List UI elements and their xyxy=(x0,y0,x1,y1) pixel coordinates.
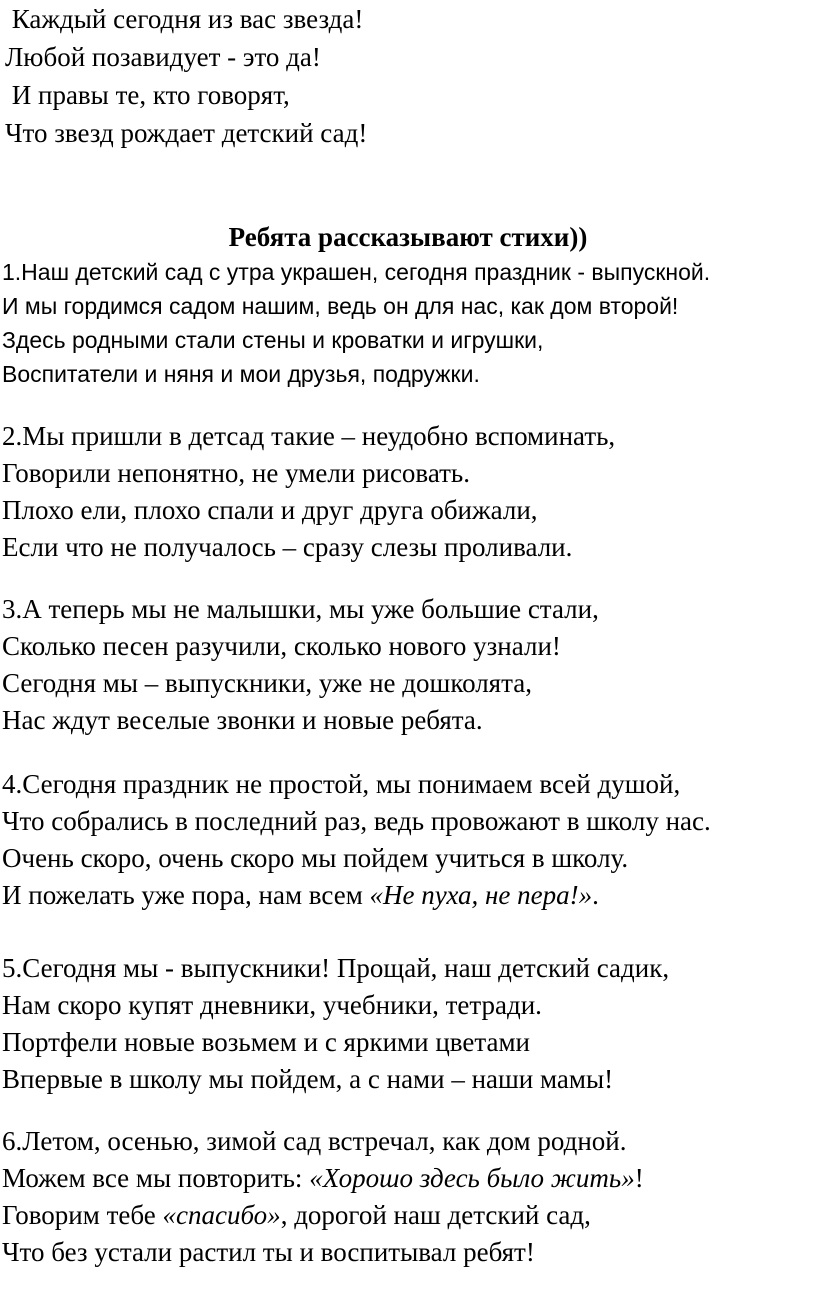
verse-line xyxy=(2,877,812,914)
verse-line-start: И пожелать уже пора, нам всем xyxy=(2,880,370,910)
verse-line: Нас ждут веселые звонки и новые ребята. xyxy=(2,705,483,735)
verse-line: 5.Сегодня мы - выпускники! Прощай, наш детский садик, xyxy=(2,953,670,983)
verse-line: Что без устали растил ты и воспитывал ребят! xyxy=(2,1237,535,1267)
section-title: Ребята рассказывают стихи)) xyxy=(228,222,588,252)
intro-line: Любой позавидует - это да! xyxy=(5,42,321,72)
verse-line: Что собрались в последний раз, ведь провожают в школу нас. xyxy=(2,806,711,836)
intro-line: И правы те, кто говорят, xyxy=(5,80,290,110)
verse-line-start: Говорим тебе xyxy=(2,1200,163,1230)
verse-line xyxy=(2,1197,812,1234)
verse-line: 3.А теперь мы не малышки, мы уже большие стали, xyxy=(2,594,599,624)
verse-line-end: . xyxy=(592,880,599,910)
verse-line: Здесь родными стали стены и кроватки и игрушки, xyxy=(2,327,544,353)
verse-line: Нам скоро купят дневники, учебники, тетради. xyxy=(2,990,542,1020)
verse-line-end: ! xyxy=(634,1163,644,1193)
verse-line: И мы гордимся садом нашим, ведь он для нас, как дом второй! xyxy=(2,293,679,319)
intro-line: Что звезд рождает детский сад! xyxy=(5,118,368,148)
quoted-phrase: «Хорошо здесь было жить» xyxy=(309,1163,635,1193)
quoted-phrase: «Не пуха, не пера!» xyxy=(369,880,593,910)
verse-line: Сегодня мы – выпускники, уже не дошколята, xyxy=(2,668,532,698)
verse-line: Если что не получалось – сразу слезы проливали. xyxy=(2,532,573,562)
stanza-2 xyxy=(2,418,812,566)
intro-line: Каждый сегодня из вас звезда! xyxy=(5,4,364,34)
stanza-4 xyxy=(2,766,812,914)
stanza-3 xyxy=(2,591,812,739)
stanza-5 xyxy=(2,950,812,1098)
verse-line: Впервые в школу мы пойдем, а с нами – наши мамы! xyxy=(2,1064,614,1094)
verse-line: Говорили непонятно, не умели рисовать. xyxy=(2,458,470,488)
verse-line: 2.Мы пришли в детсад такие – неудобно вспоминать, xyxy=(2,421,616,451)
verse-line: 6.Летом, осенью, зимой сад встречал, как дом родной. xyxy=(2,1126,627,1156)
verse-line: Портфели новые возьмем и с яркими цветами xyxy=(2,1027,530,1057)
stanza-1 xyxy=(2,255,812,391)
stanza-6 xyxy=(2,1123,812,1271)
verse-line: Плохо ели, плохо спали и друг друга обижали, xyxy=(2,495,538,525)
verse-line xyxy=(2,1160,812,1197)
quoted-phrase: «спасибо» xyxy=(162,1200,281,1230)
verse-line: Сколько песен разучили, сколько нового узнали! xyxy=(2,631,561,661)
verse-line-start: Можем все мы повторить: xyxy=(2,1163,310,1193)
verse-line: 1.Наш детский сад с утра украшен, сегодня праздник - выпускной. xyxy=(2,259,711,285)
verse-line-end: , дорогой наш детский сад, xyxy=(280,1200,591,1230)
verse-line: Воспитатели и няня и мои друзья, подружки. xyxy=(2,361,480,387)
intro-verse xyxy=(5,0,805,152)
verse-line: 4.Сегодня праздник не простой, мы понимаем всей душой, xyxy=(2,769,681,799)
verse-line: Очень скоро, очень скоро мы пойдем учиться в школу. xyxy=(2,843,629,873)
